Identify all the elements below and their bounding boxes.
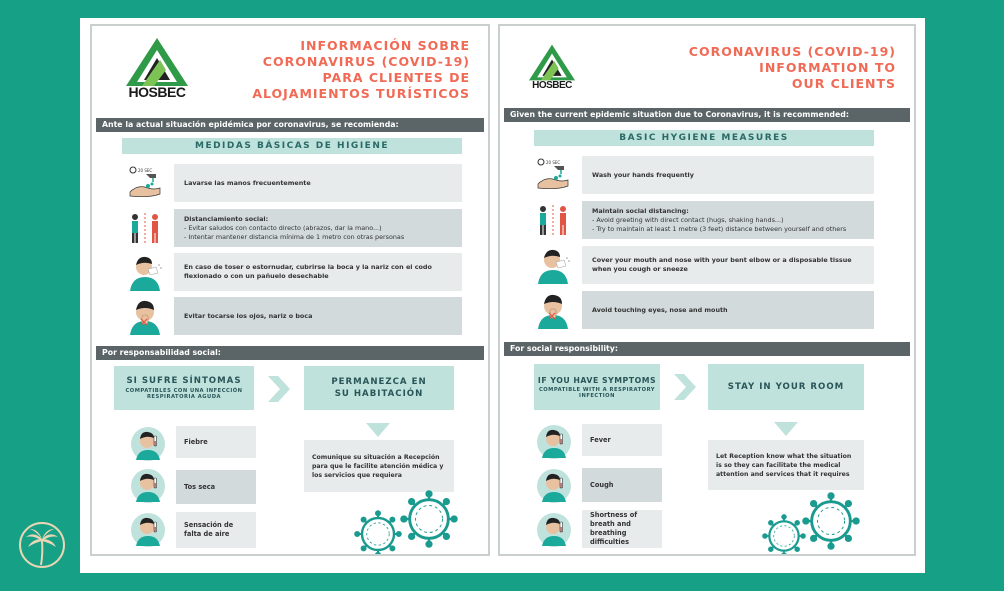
- social-bar: For social responsibility:: [504, 342, 910, 356]
- measure-bullet: - Avoid greeting with direct contact (hugs, shaking hands...): [592, 215, 784, 224]
- virus-icon: [400, 490, 458, 548]
- cough-face-icon: [130, 468, 166, 504]
- virus-icon: [762, 514, 806, 556]
- fever-face-icon: [536, 424, 572, 460]
- measure-title: Avoid touching eyes, nose and mouth: [592, 305, 728, 314]
- cough-face-icon: [536, 468, 572, 504]
- symptom-label: Sensación de falta de aire: [176, 512, 256, 548]
- measure-row: [174, 209, 462, 247]
- measure-title: Evitar tocarse los ojos, nariz o boca: [184, 311, 313, 320]
- measure-title: Maintain social distancing:: [592, 206, 689, 215]
- virus-icon: [354, 510, 402, 556]
- cough-elbow-icon: [534, 246, 572, 284]
- measure-row: [174, 253, 462, 291]
- section-title: BASIC HYGIENE MEASURES: [534, 130, 874, 146]
- poster-spanish: [90, 24, 490, 556]
- logo-text: HOSBEC: [532, 80, 572, 91]
- symptom-label: Cough: [582, 468, 662, 502]
- communicate-box: Let Reception know what the situation is so they can facilitate the medical attention and services that it requires: [708, 440, 864, 490]
- distance-icon: [126, 209, 164, 247]
- symptoms-box: [114, 366, 254, 410]
- intro-bar: Given the current epidemic situation due to Coronavirus, it is recommended:: [504, 108, 910, 122]
- measure-bullet: - Evitar saludos con contacto directo (abrazos, dar la mano...): [184, 223, 382, 232]
- document-sheet: [80, 18, 925, 573]
- poster-english: [498, 24, 916, 556]
- section-title: MEDIDAS BÁSICAS DE HIGIENE: [122, 138, 462, 154]
- breath-face-icon: [130, 512, 166, 548]
- communicate-box: Comunique su situación a Recepción para que le facilite atención médica y los servicios que requiera: [304, 440, 454, 492]
- measure-title: Cover your mouth and nose with your bent elbow or a disposable tissue when you cough or sneeze: [592, 256, 852, 273]
- poster-title: INFORMACIÓN SOBRE CORONAVIRUS (COVID-19) PARA CLIENTES DE ALOJAMIENTOS TURÍSTICOS: [252, 38, 470, 101]
- symptom-label: Fiebre: [176, 426, 256, 458]
- measure-row: [174, 297, 462, 335]
- stay-in-room-box: PERMANEZCA EN SU HABITACIÓN: [304, 366, 454, 410]
- measure-title: En caso de toser o estornudar, cubrirse la boca y la nariz con el codo flexionado o con un pañuelo desechable: [184, 263, 432, 280]
- hand-wash-icon: [534, 156, 572, 194]
- breath-face-icon: [536, 512, 572, 548]
- measure-title: Distanciamiento social:: [184, 214, 269, 223]
- chevron-down-icon: [366, 423, 390, 437]
- no-touch-face-icon: [126, 297, 164, 335]
- measure-bullet: - Intentar mantener distancia mínima de 1 metro con otras personas: [184, 232, 405, 241]
- hand-wash-icon: [126, 164, 164, 202]
- symptoms-title: IF YOU HAVE SYMPTOMS: [537, 375, 657, 385]
- measure-row: [582, 156, 874, 194]
- chevron-down-icon: [774, 422, 798, 436]
- poster-title: CORONAVIRUS (COVID-19) INFORMATION TO OUR CLIENTS: [688, 44, 896, 91]
- measure-title: Wash your hands frequently: [592, 170, 694, 179]
- fever-face-icon: [130, 426, 166, 462]
- cough-elbow-icon: [126, 253, 164, 291]
- stay-in-room-box: STAY IN YOUR ROOM: [708, 364, 864, 410]
- symptoms-subtitle: COMPATIBLES CON UNA INFECCIÓN RESPIRATORIA AGUDA: [125, 388, 243, 400]
- distance-icon: [534, 201, 572, 239]
- measure-row: [582, 201, 874, 239]
- symptoms-subtitle: COMPATIBLE WITH A RESPIRATORY INFECTION: [538, 386, 656, 399]
- symptom-label: Fever: [582, 424, 662, 456]
- virus-icon: [802, 492, 860, 550]
- measure-bullet: - Try to maintain at least 1 metre (3 feet) distance between yourself and others: [592, 224, 847, 233]
- social-bar: Por responsabilidad social:: [96, 346, 484, 360]
- symptom-label: Tos seca: [176, 470, 256, 504]
- no-touch-face-icon: [534, 291, 572, 329]
- measure-row: [582, 246, 874, 284]
- palm-tree-icon: [18, 521, 66, 569]
- chevron-right-icon: [674, 374, 696, 400]
- symptoms-box: [534, 364, 660, 410]
- measure-row: [582, 291, 874, 329]
- measure-row: [174, 164, 462, 202]
- logo-text: HOSBEC: [128, 84, 186, 100]
- symptoms-title: SI SUFRE SÍNTOMAS: [126, 376, 242, 386]
- measure-title: Lavarse las manos frecuentemente: [184, 178, 311, 187]
- symptom-label: Shortness of breath and breathing difficulties: [582, 510, 662, 548]
- chevron-right-icon: [268, 376, 290, 402]
- intro-bar: Ante la actual situación epidémica por coronavirus, se recomienda:: [96, 118, 484, 132]
